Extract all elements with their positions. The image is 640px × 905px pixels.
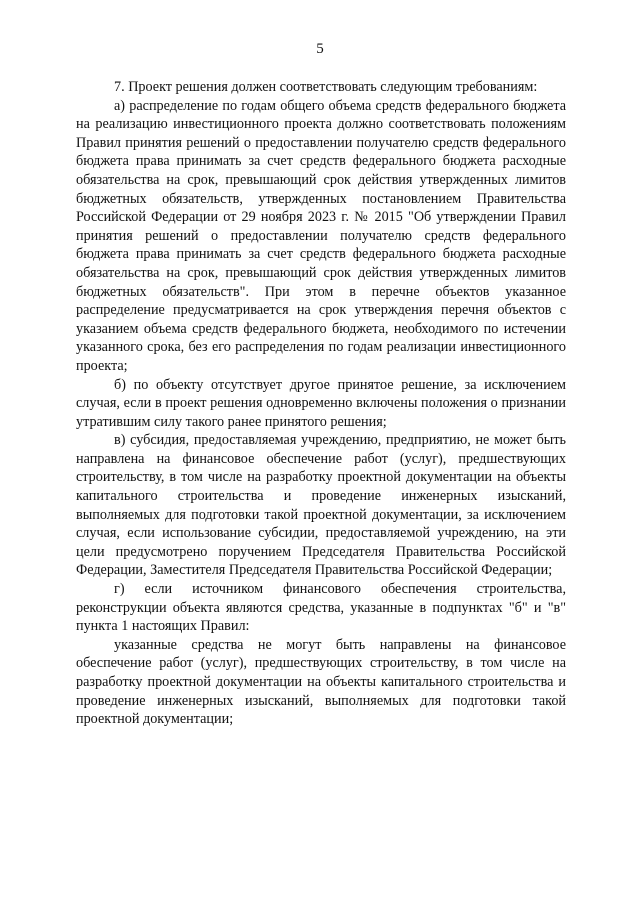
document-body — [76, 78, 566, 729]
paragraph-subitem-b: б) по объекту отсутствует другое принятое решение, за исключением случая, если в проект решения одновременно включены положения о признании утратившим силу такого ранее принятого решения; — [76, 376, 566, 430]
paragraph-item-7: 7. Проект решения должен соответствовать следующим требованиям: — [114, 79, 538, 95]
paragraph-subitem-a: а) распределение по годам общего объема средств федерального бюджета на реализацию инвестиционного проекта должно соответствовать положениям Правил принятия решений о предоставлении получателю средств федерального бюджета права принимать за счет средств федерального бюджета расходные обязательства на срок, превышающий срок действия утвержденных лимитов бюджетных обязательств, утвержденных постановлением Правительства Российской Федерации от 29 ноября 2023 г. № 2015 "Об утверждении Правил принятия решений о предоставлении получателю средств федерального бюджета права принимать за счет средств федерального бюджета расходные обязательства на срок, превышающий срок действия утвержденных лимитов бюджетных обязательств". При этом в перечне объектов указанное распределение предусматривается на срок утверждения перечня объектов с указанием объема средств федерального бюджета, необходимого по истечении указанного срока, без его распределения по годам реализации инвестиционного проекта; — [76, 97, 566, 374]
paragraph-subitem-v: в) субсидия, предоставляемая учреждению, предприятию, не может быть направлена на финансовое обеспечение работ (услуг), предшествующих строительству, в том числе на разработку проектной документации на объекты капитального строительства и проведение инженерных изысканий, выполняемых для подготовки такой проектной документации, за исключением случая, если использование субсидии, предоставляемой учреждению, на эти цели предусмотрено поручением Председателя Правительства Российской Федерации, Заместителя Председателя Правительства Российской Федерации; — [76, 432, 566, 579]
paragraph-subitem-g: г) если источником финансового обеспечения строительства, реконструкции объекта являются средства, указанные в подпунктах "б" и "в" пункта 1 настоящих Правил: — [76, 581, 566, 635]
paragraph-subitem-g-detail: указанные средства не могут быть направлены на финансовое обеспечение работ (услуг), предшествующих строительству, в том числе на разработку проектной документации на объекты капитального строительства и проведение инженерных изысканий, выполняемых для подготовки такой проектной документации; — [76, 636, 566, 728]
page-number: 5 — [316, 41, 324, 57]
